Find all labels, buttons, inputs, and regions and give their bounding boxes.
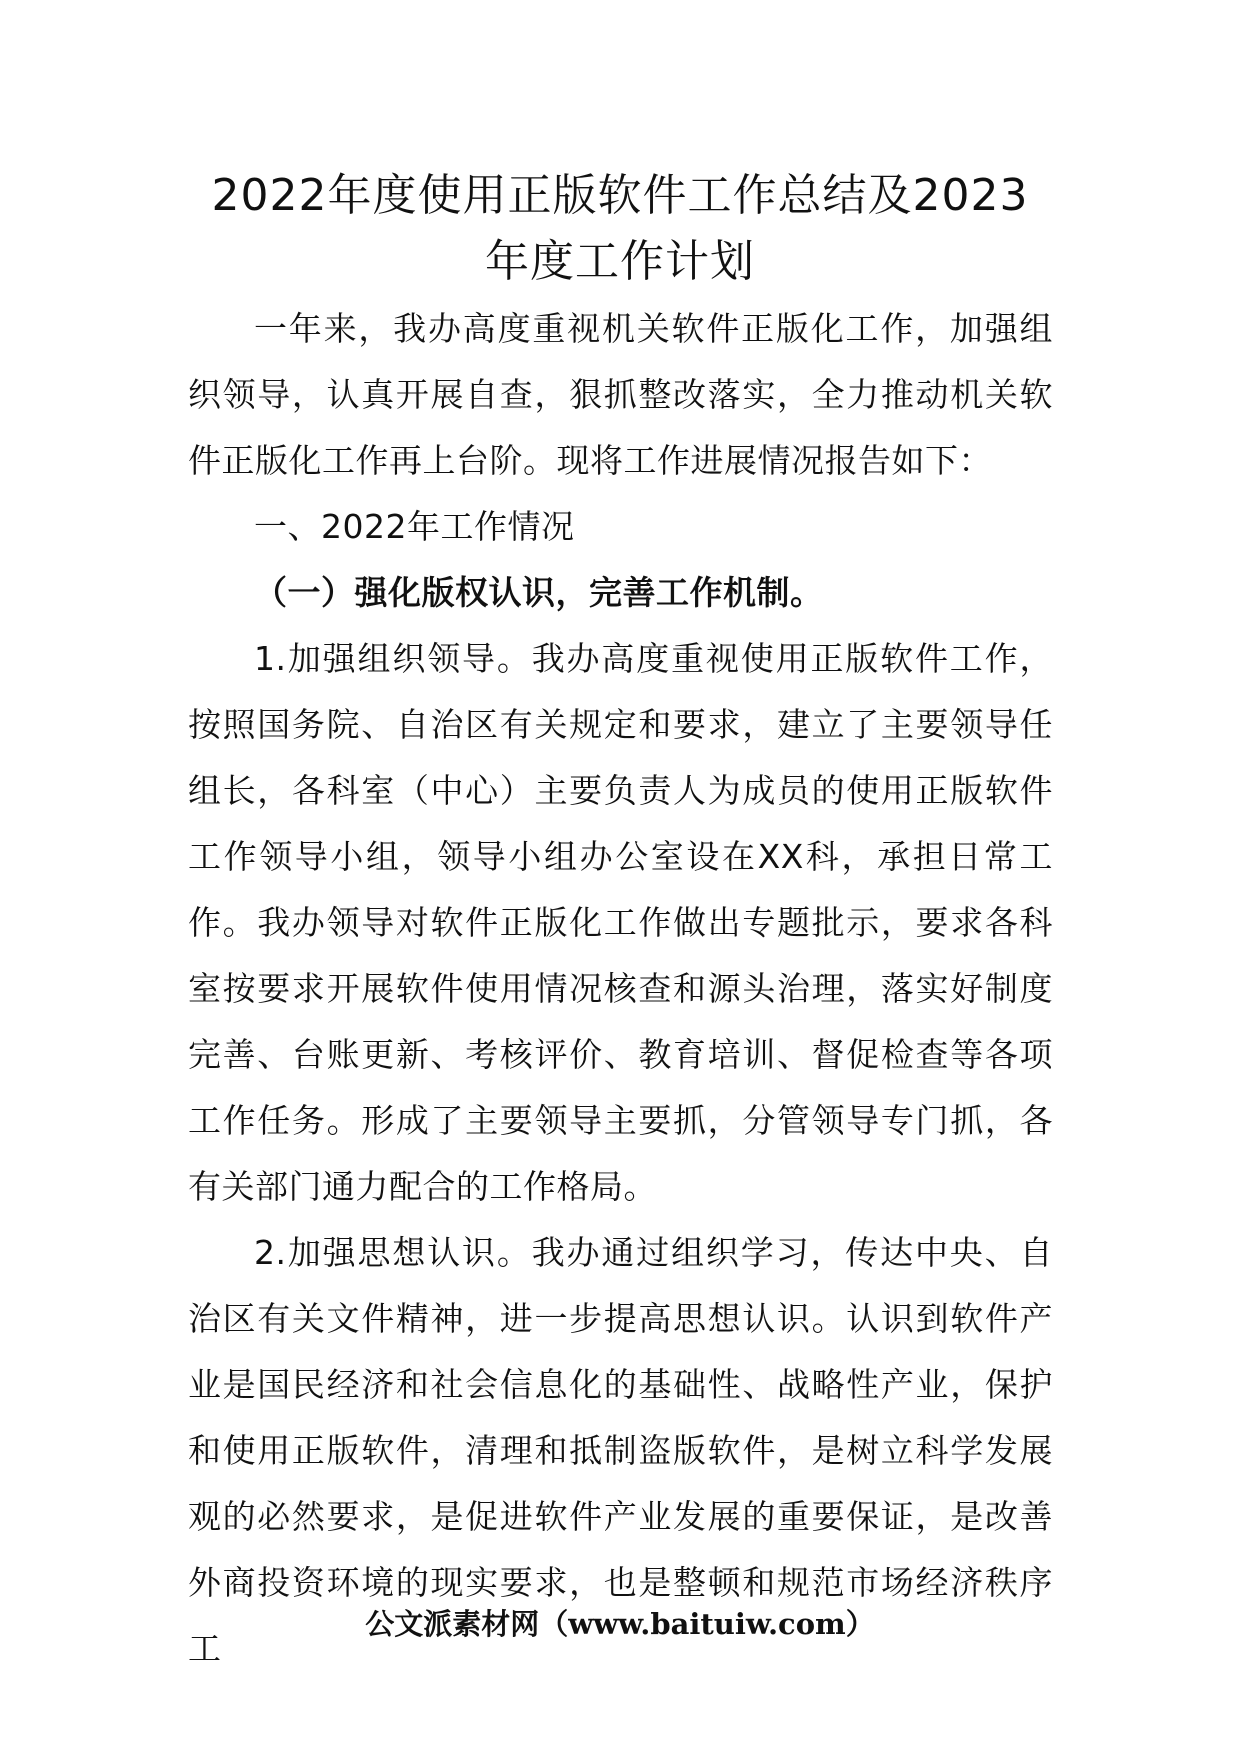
subsection-heading: （一）强化版权认识，完善工作机制。	[254, 573, 824, 612]
document-title-line-1: 2022年度使用正版软件工作总结及2023	[211, 170, 1029, 221]
section-heading: 一、2022年工作情况	[254, 507, 575, 546]
body-paragraph-1: 1.加强组织领导。我办高度重视使用正版软件工作，按照国务院、自治区有关规定和要求，建立了主要领导任组长，各科室（中心）主要负责人为成员的使用正版软件工作领导小组，领导小组办公室设在XX科，承担日常工作。我办领导对软件正版化工作做出专题批示，要求各科室按要求开展软件使用情况核查和源头治理，落实好制度完善、台账更新、考核评价、教育培训、督促检查等各项工作任务。形成了主要领导主要抓，分管领导专门抓，各有关部门通力配合的工作格局。	[188, 639, 1053, 1206]
document-title-line-2: 年度工作计划	[485, 236, 755, 287]
body-paragraph-2: 2.加强思想认识。我办通过组织学习，传达中央、自治区有关文件精神，进一步提高思想认识。认识到软件产业是国民经济和社会信息化的基础性、战略性产业，保护和使用正版软件，清理和抵制盗版软件，是树立科学发展观的必然要求，是促进软件产业发展的重要保证，是改善外商投资环境的现实要求，也是整顿和规范市场经济秩序工	[188, 1233, 1053, 1668]
intro-paragraph: 一年来，我办高度重视机关软件正版化工作，加强组织领导，认真开展自查，狠抓整改落实，全力推动机关软件正版化工作再上台阶。现将工作进展情况报告如下：	[188, 309, 1053, 480]
footer-watermark: 公文派素材网（www.baituiw.com）	[365, 1607, 875, 1641]
